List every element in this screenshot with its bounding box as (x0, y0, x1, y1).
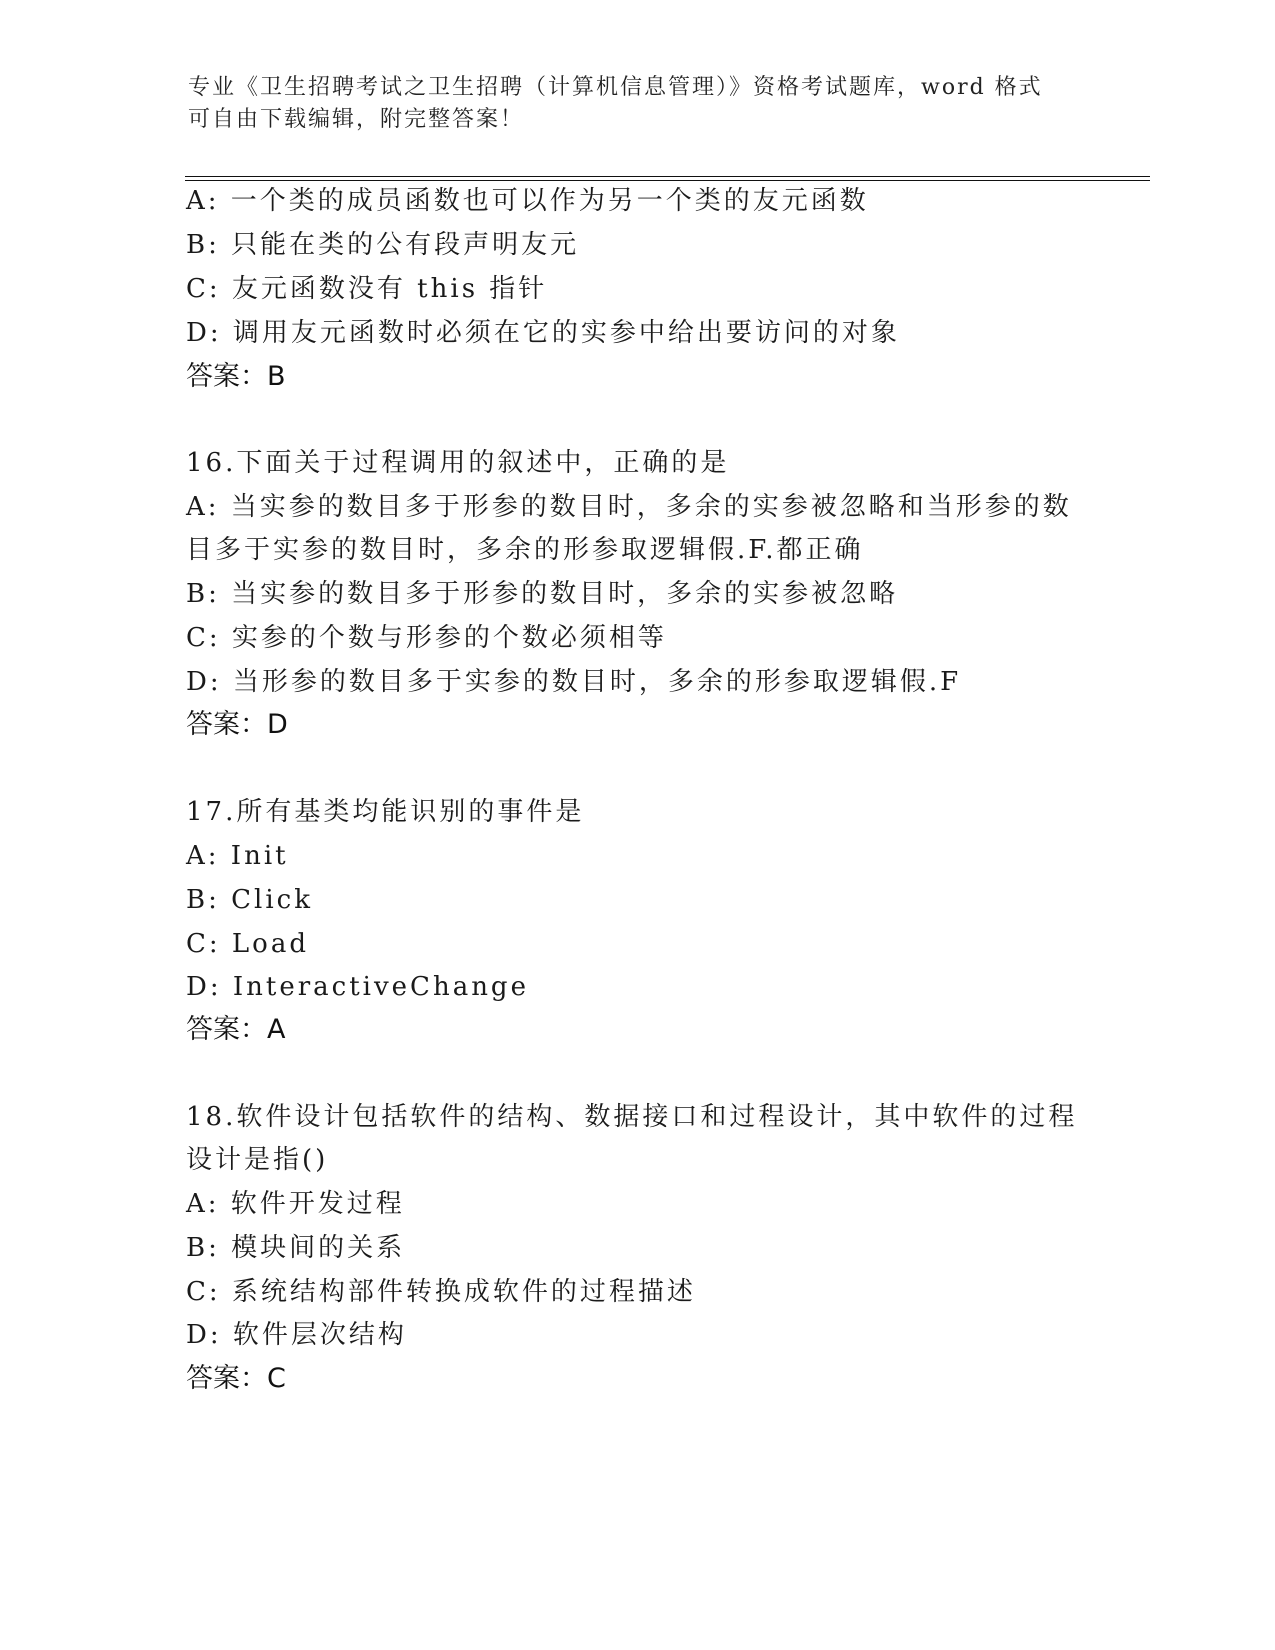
q18-option-a: A: 软件开发过程 (186, 1189, 405, 1219)
header-line-1: 专业《卫生招聘考试之卫生招聘（计算机信息管理）》资格考试题库，word 格式 (188, 75, 1043, 100)
q16-option-b: B: 当实参的数目多于形参的数目时，多余的实参被忽略 (186, 579, 899, 609)
q16-answer: 答案：D (186, 709, 288, 740)
q15-option-d: D: 调用友元函数时必须在它的实参中给出要访问的对象 (186, 318, 900, 348)
q17-option-a: A: Init (186, 841, 289, 871)
q15-option-c: C: 友元函数没有 this 指针 (186, 274, 548, 304)
q17-option-c: C: Load (186, 929, 309, 959)
q15-answer: 答案：B (186, 361, 286, 392)
header-line-2: 可自由下载编辑，附完整答案！ (188, 107, 525, 132)
q18-stem: 18.软件设计包括软件的结构、数据接口和过程设计，其中软件的过程 (186, 1102, 1078, 1132)
q16-stem: 16.下面关于过程调用的叙述中，正确的是 (186, 448, 730, 478)
header-divider (185, 176, 1150, 181)
q16-option-a: A: 当实参的数目多于形参的数目时，多余的实参被忽略和当形参的数 (186, 492, 1072, 522)
q16-option-d: D: 当形参的数目多于实参的数目时，多余的形参取逻辑假.F (186, 667, 962, 697)
q16-option-c: C: 实参的个数与形参的个数必须相等 (186, 623, 667, 653)
q18-option-c: C: 系统结构部件转换成软件的过程描述 (186, 1277, 696, 1307)
q15-option-b: B: 只能在类的公有段声明友元 (186, 230, 580, 260)
document-header (188, 72, 1068, 136)
q16-option-a-cont: 目多于实参的数目时，多余的形参取逻辑假.F.都正确 (186, 535, 864, 565)
q18-option-b: B: 模块间的关系 (186, 1233, 406, 1263)
q17-option-d: D: InteractiveChange (186, 972, 529, 1002)
q17-stem: 17.所有基类均能识别的事件是 (186, 797, 585, 827)
q15-option-a: A: 一个类的成员函数也可以作为另一个类的友元函数 (186, 186, 869, 216)
q17-answer: 答案：A (186, 1014, 286, 1045)
q18-option-d: D: 软件层次结构 (186, 1320, 407, 1350)
q17-option-b: B: Click (186, 885, 313, 915)
q18-stem-cont: 设计是指() (186, 1145, 329, 1175)
q18-answer: 答案：C (186, 1363, 286, 1394)
